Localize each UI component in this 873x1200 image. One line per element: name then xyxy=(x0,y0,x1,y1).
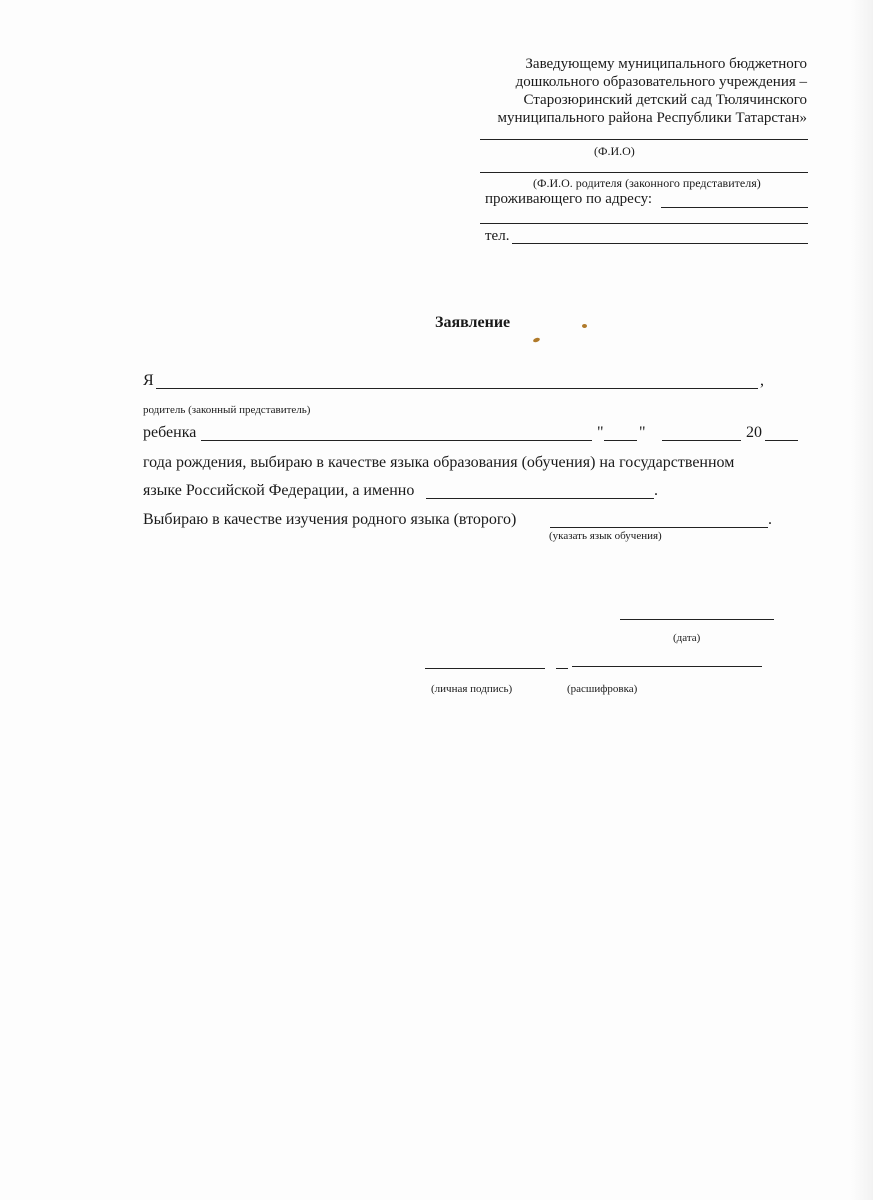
child-label: ребенка xyxy=(143,424,197,441)
phone-line[interactable] xyxy=(512,243,808,244)
birth-month-line[interactable] xyxy=(662,440,741,441)
language-caption: (указать язык обучения) xyxy=(549,530,662,542)
native-language-text: Выбираю в качестве изучения родного языка (второго) xyxy=(143,511,517,528)
year-prefix: 20 xyxy=(746,424,762,441)
address-line-2[interactable] xyxy=(480,223,808,224)
fio-line[interactable] xyxy=(480,139,808,140)
parent-fio-line[interactable] xyxy=(480,172,808,173)
rf-language-text: языке Российской Федерации, а именно xyxy=(143,482,415,499)
decoding-line[interactable] xyxy=(572,666,762,667)
comma-mark: , xyxy=(760,372,764,389)
document-title: Заявление xyxy=(435,314,511,331)
applicant-name-line[interactable] xyxy=(156,388,758,389)
scan-stain-1 xyxy=(582,324,587,328)
scan-stain-2 xyxy=(533,337,541,343)
addressee-line-4: муниципального района Республики Татарстан» xyxy=(497,110,807,126)
decoding-caption: (расшифровка) xyxy=(567,683,638,695)
address-line-1[interactable] xyxy=(661,207,808,208)
decoding-line-stub xyxy=(556,668,568,669)
period-2: . xyxy=(768,511,772,528)
birth-day-line[interactable] xyxy=(604,440,637,441)
quote-open: " xyxy=(597,424,604,441)
i-label: Я xyxy=(143,372,154,389)
addressee-line-2: дошкольного образовательного учреждения – xyxy=(515,74,807,90)
date-caption: (дата) xyxy=(673,632,701,644)
parent-fio-caption: (Ф.И.О. родителя (законного представителя) xyxy=(533,176,761,190)
address-label: проживающего по адресу: xyxy=(485,191,653,207)
parent-caption: родитель (законный представитель) xyxy=(143,404,311,416)
date-line[interactable] xyxy=(620,619,774,620)
fio-caption: (Ф.И.О) xyxy=(594,144,635,158)
state-language-line[interactable] xyxy=(426,498,654,499)
signature-caption: (личная подпись) xyxy=(431,683,513,695)
addressee-line-3: Старозюринский детский сад Тюлячинского xyxy=(523,92,807,108)
choice-text-line: года рождения, выбираю в качестве языка образования (обучения) на государственном xyxy=(143,454,735,471)
addressee-line-1: Заведующему муниципального бюджетного xyxy=(525,56,807,72)
period-1: . xyxy=(654,482,658,499)
scan-edge-shadow xyxy=(851,0,873,1200)
native-language-line[interactable] xyxy=(550,527,768,528)
quote-close: " xyxy=(639,424,646,441)
birth-year-line[interactable] xyxy=(765,440,798,441)
child-name-line[interactable] xyxy=(201,440,592,441)
phone-label: тел. xyxy=(485,228,510,244)
signature-line[interactable] xyxy=(425,668,545,669)
